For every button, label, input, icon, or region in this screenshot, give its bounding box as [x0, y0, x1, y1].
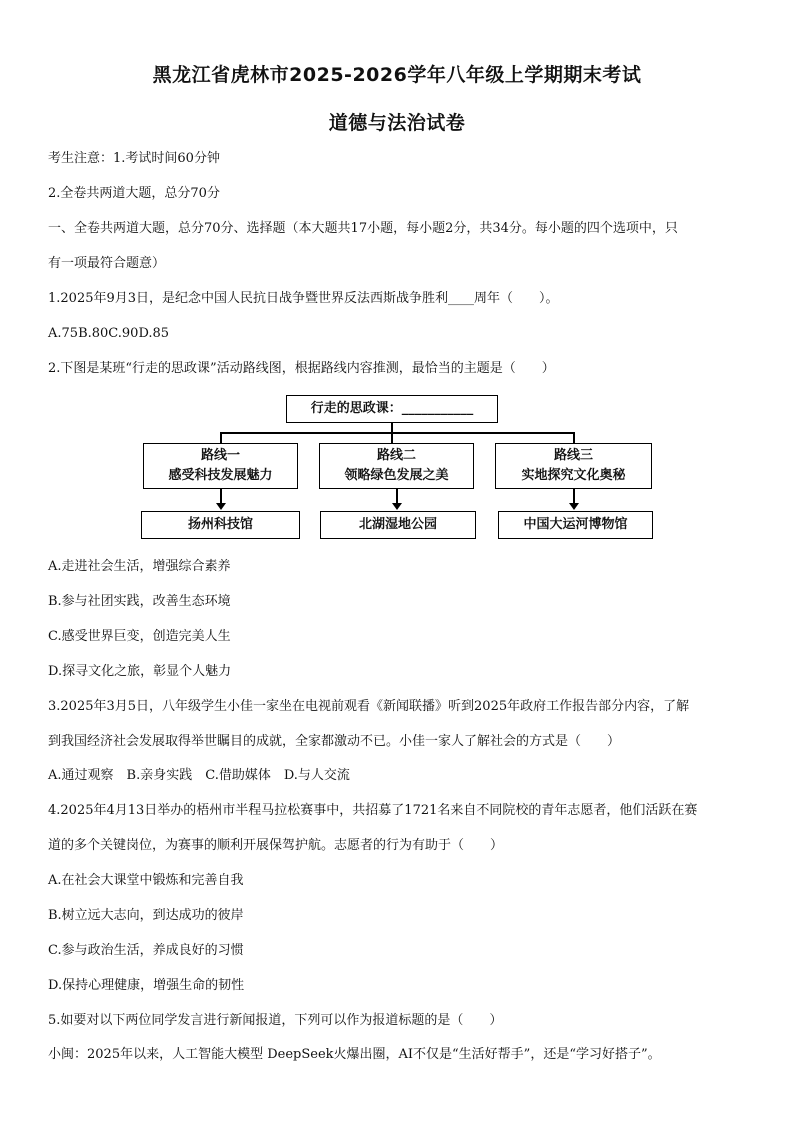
exam-title: 黑龙江省虎林市2025-2026学年八年级上学期期末考试: [152, 64, 642, 86]
place-box-1: 扬州科技馆: [141, 511, 300, 539]
route-2-desc: 领略绿色发展之美: [344, 468, 449, 483]
question-2-stem: 2.下图是某班“行走的思政课”活动路线图，根据路线内容推测，最恰当的主题是（ ）: [48, 361, 555, 376]
connector-drop-1: [220, 432, 222, 443]
question-2-option-c: C.感受世界巨变，创造完美人生: [48, 629, 231, 644]
connector-horizontal: [220, 432, 574, 434]
connector-drop-2: [391, 432, 393, 443]
question-2-option-a: A.走进社会生活，增强综合素养: [48, 559, 231, 574]
arrow-down-icon: [216, 503, 226, 510]
route-1-name: 路线一: [200, 448, 240, 463]
question-5-stem: 5.如要对以下两位同学发言进行新闻报道，下列可以作为报道标题的是（ ）: [48, 1013, 503, 1028]
connector-drop-3: [573, 432, 575, 443]
question-2-option-d: D.探寻文化之旅，彰显个人魅力: [48, 664, 232, 679]
arrow-shaft-2: [396, 489, 398, 504]
question-4-option-d: D.保持心理健康，增强生命的韧性: [48, 978, 245, 993]
notice-line-2: 2.全卷共两道大题，总分70分: [48, 186, 220, 201]
question-3-stem-line-2: 到我国经济社会发展取得举世瞩目的成就，全家都激动不已。小佳一家人了解社会的方式是（ ）: [48, 734, 621, 749]
route-box-1: [143, 443, 298, 489]
question-1-stem: 1.2025年9月3日，是纪念中国人民抗日战争暨世界反法西斯战争胜利____周年（ ）。: [48, 291, 559, 306]
question-1-options: A.75B.80C.90D.85: [48, 326, 170, 341]
question-2-option-b: B.参与社团实践，改善生态环境: [48, 594, 231, 609]
arrow-down-icon: [569, 503, 579, 510]
route-box-2: [319, 443, 474, 489]
exam-subtitle: 道德与法治试卷: [328, 112, 466, 134]
question-4-stem-line-1: 4.2025年4月13日举办的梧州市半程马拉松赛事中，共招募了1721名来自不同院校的青年志愿者，他们活跃在赛: [48, 803, 698, 818]
route-3-name: 路线三: [553, 448, 593, 463]
route-2-name: 路线二: [376, 448, 416, 463]
question-4-stem-line-2: 道的多个关键岗位，为赛事的顺利开展保驾护航。志愿者的行为有助于（ ）: [48, 838, 504, 853]
question-5-speech-1: 小闽：2025年以来，人工智能大模型 DeepSeek火爆出圈，AI不仅是“生活好帮手”，还是“学习好搭子”。: [48, 1047, 661, 1062]
place-box-3: 中国大运河博物馆: [498, 511, 653, 539]
section-header-line-2: 有一项最符合题意）: [48, 256, 166, 271]
arrow-shaft-3: [573, 489, 575, 504]
question-4-option-c: C.参与政治生活，养成良好的习惯: [48, 943, 244, 958]
route-3-desc: 实地探究文化奥秘: [521, 468, 626, 483]
question-3-options: A.通过观察 B.亲身实践 C.借助媒体 D.与人交流: [48, 768, 350, 783]
notice-line-1: 考生注意：1.考试时间60分钟: [48, 151, 220, 166]
question-4-option-a: A.在社会大课堂中锻炼和完善自我: [48, 873, 244, 888]
arrow-shaft-1: [220, 489, 222, 504]
route-1-desc: 感受科技发展魅力: [168, 468, 273, 483]
diagram-top-box: 行走的思政课：___________: [286, 395, 498, 423]
section-header-line-1: 一、全卷共两道大题，总分70分、选择题（本大题共17小题，每小题2分，共34分。每小题的四个选项中，只: [48, 221, 678, 236]
route-box-3: [495, 443, 652, 489]
place-box-2: 北湖湿地公园: [320, 511, 476, 539]
arrow-down-icon: [392, 503, 402, 510]
question-3-stem-line-1: 3.2025年3月5日，八年级学生小佳一家坐在电视前观看《新闻联播》听到2025年政府工作报告部分内容，了解: [48, 699, 690, 714]
question-4-option-b: B.树立远大志向，到达成功的彼岸: [48, 908, 244, 923]
